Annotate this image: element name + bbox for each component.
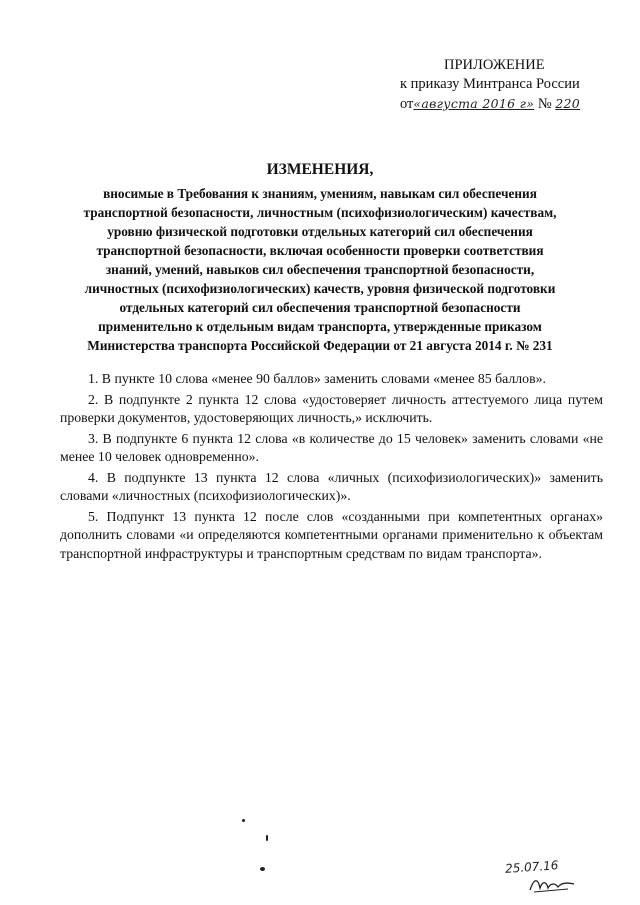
- title-line: транспортной безопасности, включая особенности проверки соответствия: [96, 243, 544, 258]
- date-prefix: от: [400, 96, 414, 112]
- title-line: применительно к отдельным видам транспорта, утвержденные приказом: [98, 319, 542, 334]
- title-line: транспортной безопасности, личностным (психофизиологическим) качествам,: [83, 205, 557, 220]
- title-line: знаний, умений, навыков сил обеспечения транспортной безопасности,: [105, 262, 535, 277]
- scan-specks: [230, 815, 290, 885]
- handwritten-date: «августа 2016 г»: [413, 96, 535, 111]
- change-item: 4. В подпункте 13 пункта 12 слова «личных (психофизиологических)» заменить словами «личностных (психофизиологических)».: [60, 469, 603, 503]
- handwritten-number: 220: [555, 96, 581, 111]
- appendix-date-line: [400, 94, 600, 114]
- change-item: 2. В подпункте 2 пункта 12 слова «удостоверяет личность аттестуемого лица путем проверки документов, удостоверяющих личность,» исключить.: [60, 391, 603, 425]
- title-line: личностных (психофизиологических) качеств, уровня физической подготовки: [84, 281, 556, 296]
- document-title: [40, 160, 600, 355]
- change-item: 3. В подпункте 6 пункта 12 слова «в количестве до 15 человек» заменить словами «не менее 10 человек одновременно».: [60, 430, 603, 464]
- change-item: 5. Подпункт 13 пункта 12 после слов «созданными при компетентных органах» дополнить словами «и определяются компетентными органами применительно к объектам транспортной инфраструктуры и транспортным средствам по видам транспорта».: [60, 508, 603, 561]
- appendix-heading: ПРИЛОЖЕНИЕ: [444, 57, 545, 73]
- appendix-block: [400, 56, 600, 114]
- title-line: Министерства транспорта Российской Федерации от 21 августа 2014 г. № 231: [87, 338, 553, 353]
- title-line: уровню физической подготовки отдельных категорий сил обеспечения: [107, 224, 533, 239]
- title-line: вносимые в Требования к знаниям, умениям, навыкам сил обеспечения: [103, 186, 537, 201]
- title-heading: ИЗМЕНЕНИЯ,: [266, 161, 374, 178]
- appendix-order-ref: к приказу Минтранса России: [400, 76, 580, 92]
- change-item: 1. В пункте 10 слова «менее 90 баллов» заменить словами «менее 85 баллов».: [88, 371, 546, 386]
- document-body: [60, 370, 603, 565]
- title-line: отдельных категорий сил обеспечения транспортной безопасности: [119, 300, 521, 315]
- handwritten-initials-icon: [528, 874, 576, 894]
- handwritten-note-date: 25.07.16: [504, 858, 559, 876]
- number-prefix: №: [537, 96, 552, 112]
